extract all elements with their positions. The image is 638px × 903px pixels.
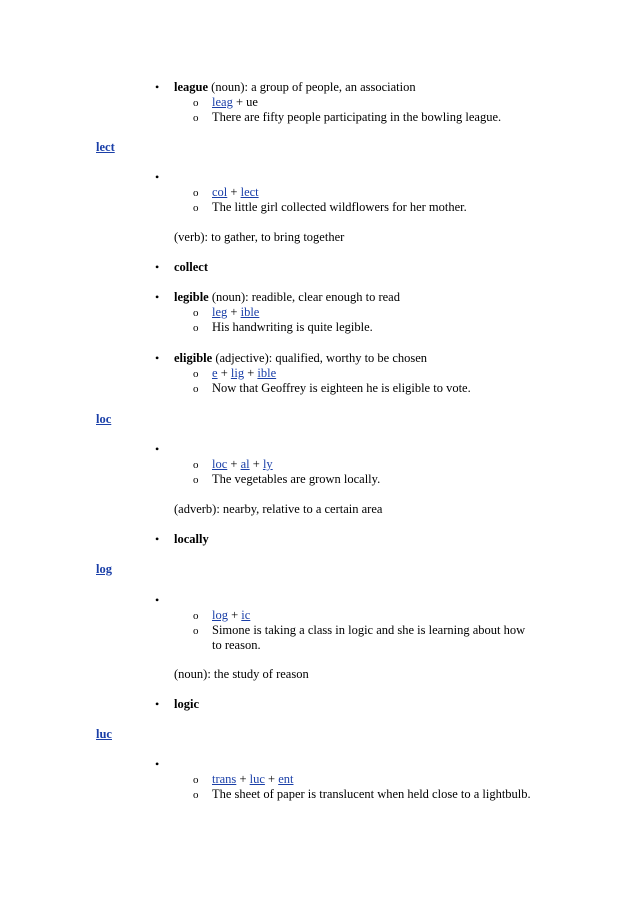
suffix-text: + ue: [232, 95, 258, 109]
root-link[interactable]: ible: [257, 366, 277, 380]
section-header-luc[interactable]: luc: [96, 727, 112, 741]
word-parts: [212, 305, 259, 320]
bullet-icon: •: [155, 260, 160, 274]
bullet-icon: •: [155, 442, 160, 456]
bullet-icon: •: [155, 697, 160, 711]
definition-text: (noun): the study of reason: [174, 667, 309, 681]
root-link[interactable]: ic: [241, 608, 251, 622]
root-link[interactable]: ible: [240, 305, 260, 319]
entry-legible: [174, 290, 400, 305]
section-header-log[interactable]: log: [96, 562, 112, 576]
word-parts: [212, 457, 273, 472]
example-sentence: The little girl collected wildflowers for her mother.: [212, 200, 467, 214]
example-sentence: The vegetables are grown locally.: [212, 472, 381, 486]
root-link[interactable]: leg: [212, 305, 228, 319]
example-sentence-continued: to reason.: [212, 638, 261, 652]
example-sentence: Simone is taking a class in logic and she is learning about how: [212, 623, 526, 637]
root-link[interactable]: col: [212, 185, 228, 199]
root-link[interactable]: ent: [278, 772, 294, 786]
bullet-icon: •: [155, 532, 160, 546]
circle-bullet-icon: o: [193, 625, 199, 637]
entry-word: collect: [174, 260, 209, 274]
entry-word: locally: [174, 532, 209, 546]
example-sentence: The sheet of paper is translucent when held close to a lightbulb.: [212, 787, 531, 801]
entry-word: legible: [174, 290, 209, 304]
root-link[interactable]: loc: [212, 457, 228, 471]
circle-bullet-icon: o: [193, 368, 199, 380]
root-link[interactable]: log: [212, 608, 228, 622]
plus-sign: +: [227, 305, 241, 319]
section-header-lect[interactable]: lect: [96, 140, 115, 154]
circle-bullet-icon: o: [193, 202, 199, 214]
bullet-icon: •: [155, 80, 160, 94]
entry-league: [174, 80, 416, 95]
circle-bullet-icon: o: [193, 789, 199, 801]
bullet-icon: •: [155, 290, 160, 304]
entry-eligible: [174, 351, 427, 366]
root-link[interactable]: luc: [249, 772, 265, 786]
root-link[interactable]: e: [212, 366, 218, 380]
example-sentence: There are fifty people participating in the bowling league.: [212, 110, 502, 124]
root-link[interactable]: leag: [212, 95, 233, 109]
bullet-icon: •: [155, 757, 160, 771]
word-parts: [212, 608, 250, 623]
circle-bullet-icon: o: [193, 187, 199, 199]
entry-word: eligible: [174, 351, 213, 365]
plus-sign: +: [227, 608, 242, 622]
section-header-loc[interactable]: loc: [96, 412, 112, 426]
entry-definition: (adjective): qualified, worthy to be chosen: [212, 351, 428, 365]
definition-text: (verb): to gather, to bring together: [174, 230, 345, 244]
entry-definition: (noun): readible, clear enough to read: [208, 290, 400, 304]
circle-bullet-icon: o: [193, 307, 199, 319]
plus-sign: +: [244, 366, 258, 380]
word-parts: [212, 95, 258, 110]
circle-bullet-icon: o: [193, 459, 199, 471]
circle-bullet-icon: o: [193, 610, 199, 622]
circle-bullet-icon: o: [193, 97, 199, 109]
plus-sign: +: [217, 366, 231, 380]
entry-definition: (noun): a group of people, an association: [208, 80, 416, 94]
root-link[interactable]: ly: [262, 457, 273, 471]
circle-bullet-icon: o: [193, 774, 199, 786]
root-link[interactable]: lig: [230, 366, 245, 380]
plus-sign: +: [227, 185, 241, 199]
word-parts: [212, 366, 276, 381]
bullet-icon: •: [155, 351, 160, 365]
bullet-icon: •: [155, 593, 160, 607]
plus-sign: +: [227, 457, 241, 471]
plus-sign: +: [264, 772, 279, 786]
root-link[interactable]: lect: [240, 185, 259, 199]
circle-bullet-icon: o: [193, 112, 199, 124]
bullet-icon: •: [155, 170, 160, 184]
entry-word: logic: [174, 697, 199, 711]
definition-text: (adverb): nearby, relative to a certain area: [174, 502, 383, 516]
circle-bullet-icon: o: [193, 474, 199, 486]
root-link[interactable]: trans: [212, 772, 237, 786]
entry-word: league: [174, 80, 209, 94]
root-link[interactable]: al: [240, 457, 250, 471]
word-parts: [212, 772, 294, 787]
plus-sign: +: [249, 457, 263, 471]
example-sentence: Now that Geoffrey is eighteen he is eligible to vote.: [212, 381, 471, 395]
plus-sign: +: [236, 772, 250, 786]
circle-bullet-icon: o: [193, 322, 199, 334]
word-parts: [212, 185, 259, 200]
example-sentence: His handwriting is quite legible.: [212, 320, 373, 334]
circle-bullet-icon: o: [193, 383, 199, 395]
